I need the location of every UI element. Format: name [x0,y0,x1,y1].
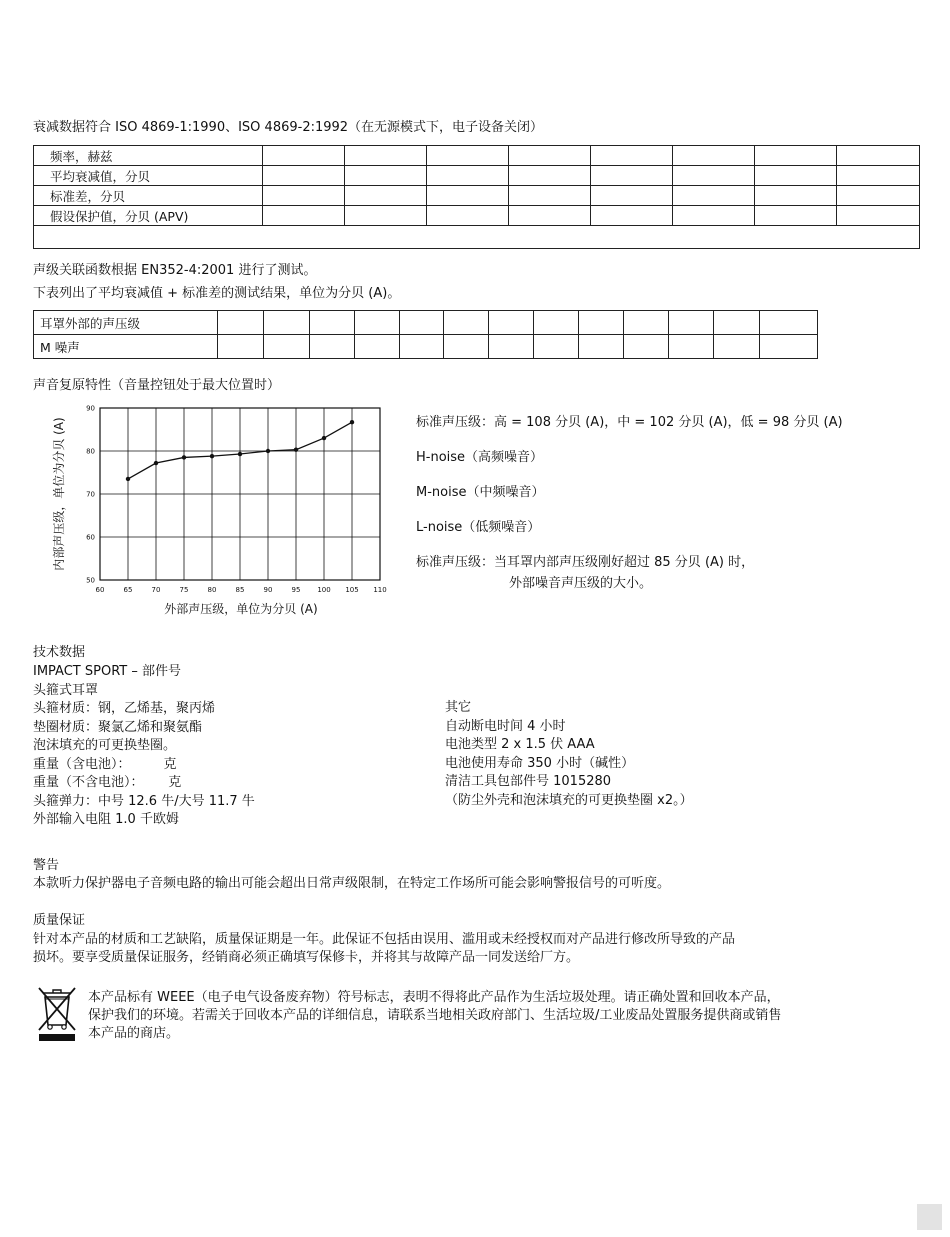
tech-heading: 技术数据 [33,645,86,660]
tech-left-list [33,663,255,830]
x-tick-label: 95 [291,586,301,594]
row-label-standard-deviation: 标准差，分贝 [34,186,263,206]
list-item: 重量（不含电池）： 克 [33,775,182,790]
y-tick-label: 60 [86,533,95,542]
x-tick-label: 65 [123,586,133,594]
table-row [34,311,818,335]
list-item: 头箍弹力：中号 12.6 牛/大号 11.7 牛 [33,793,255,809]
y-tick-label: 90 [86,404,95,413]
list-item: 泡沫填充的可更换垫圈。 [33,738,177,753]
list-item: 垫圈材质：聚氯乙烯和聚氨酯 [33,719,203,735]
warning-text: 本款听力保护器电子音频电路的输出可能会超出日常声级限制，在特定工作场所可能会影响警报信号的可听度。 [33,876,671,891]
table-row [34,226,920,249]
list-item: 电池类型 2 x 1.5 伏 AAA [445,737,595,752]
warranty-line-1: 针对本产品的材质和工艺缺陷，质量保证期是一年。此保证不包括由误用、滥用或未经授权而对产品进行修改所导致的产品 [33,932,736,947]
table-row [34,166,920,186]
data-point [126,477,130,481]
tech-right-list [445,699,693,810]
reproduction-heading: 声音复原特性（音量控钮处于最大位置时） [33,378,281,393]
table-row [34,146,920,166]
list-item: 头箍材质：钢，乙烯基，聚丙烯 [33,701,216,716]
crossed-out-wheelie-bin-icon [35,985,79,1045]
x-tick-label: 80 [207,586,217,594]
list-item: IMPACT SPORT – 部件号 [33,664,181,679]
attenuation-heading: 衰减数据符合 ISO 4869-1:1990、ISO 4869-2:1992（在无源模式下，电子设备关闭） [33,120,544,135]
h-noise-note: H-noise（高频噪音） [416,450,544,465]
page-corner-marker [917,1204,942,1230]
x-tick-label: 85 [235,586,245,594]
warning-heading: 警告 [33,858,60,873]
table-row [34,186,920,206]
x-tick-label: 90 [263,586,273,594]
data-point [210,454,214,458]
warranty-line-2: 损坏。要享受质量保证服务，经销商必须正确填写保修卡，并将其与故障产品一同发送给厂方。 [33,950,580,965]
row-label-apv: 假设保护值，分贝 (APV) [34,206,263,226]
spl-table [33,310,818,359]
table-row [34,335,818,359]
y-tick-label: 70 [86,490,95,499]
x-tick-label: 60 [95,586,105,594]
row-label-frequency: 频率，赫兹 [34,146,263,166]
level-dependent-line-1: 声级关联函数根据 EN352-4:2001 进行了测试。 [33,263,317,278]
list-item: 外部输入电阻 1.0 千欧姆 [33,812,179,827]
x-tick-label: 70 [151,586,161,594]
data-point [322,436,326,440]
l-noise-note: L-noise（低频噪音） [416,520,541,535]
x-tick-label: 110 [373,586,387,594]
data-point [266,449,270,453]
data-point [238,452,242,456]
standard-levels-note: 标准声压级：高 = 108 分贝 (A)，中 = 102 分贝 (A)，低 = 98 分贝 (A) [416,415,843,430]
list-item: 清洁工具包部件号 1015280 [445,774,612,789]
warranty-heading: 质量保证 [33,913,86,928]
list-item: 自动断电时间 4 小时 [445,718,566,734]
weee-line-1: 本产品标有 WEEE（电子电气设备废弃物）符号标志，表明不得将此产品作为生活垃圾处理。请正确处置和回收本产品， [88,990,780,1005]
list-item: （防尘外壳和泡沫填充的可更换垫圈 x2。） [445,792,693,808]
criterion-note-line-1: 标准声压级：当耳罩内部声压级刚好超过 85 分贝 (A) 时， [416,555,755,570]
chart-y-axis-label: 内部声压级，单位为分贝 (A) [52,417,66,571]
weee-line-2: 保护我们的环境。若需关于回收本产品的详细信息，请联系当地相关政府部门、生活垃圾/工业废品处置服务提供商或销售 [88,1008,782,1023]
x-tick-label: 105 [345,586,359,594]
m-noise-note: M-noise（中频噪音） [416,485,545,500]
reproduction-chart [50,400,400,625]
x-tick-label: 100 [317,586,331,594]
row-label-m-noise: M 噪声 [34,335,218,359]
list-item: 其它 [445,700,472,715]
level-dependent-line-2: 下表列出了平均衰减值 + 标准差的测试结果，单位为分贝 (A)。 [33,286,401,301]
row-label-mean-attenuation: 平均衰减值，分贝 [34,166,263,186]
y-tick-label: 80 [86,447,95,456]
data-point [350,420,354,424]
reproduction-chart-svg [50,400,400,625]
x-tick-label: 75 [179,586,189,594]
list-item: 重量（含电池）： 克 [33,756,177,772]
data-point [154,461,158,465]
attenuation-table [33,145,920,249]
data-point [294,448,298,452]
list-item: 头箍式耳罩 [33,682,99,698]
weee-line-3: 本产品的商店。 [88,1026,180,1041]
chart-x-axis-label: 外部声压级，单位为分贝 (A) [164,602,318,616]
list-item: 电池使用寿命 350 小时（碱性） [445,755,635,771]
data-point [182,455,186,459]
table-row [34,206,920,226]
y-tick-label: 50 [86,576,95,585]
row-label-external-spl: 耳罩外部的声压级 [34,311,218,335]
criterion-note-line-2: 外部噪音声压级的大小。 [509,576,653,591]
